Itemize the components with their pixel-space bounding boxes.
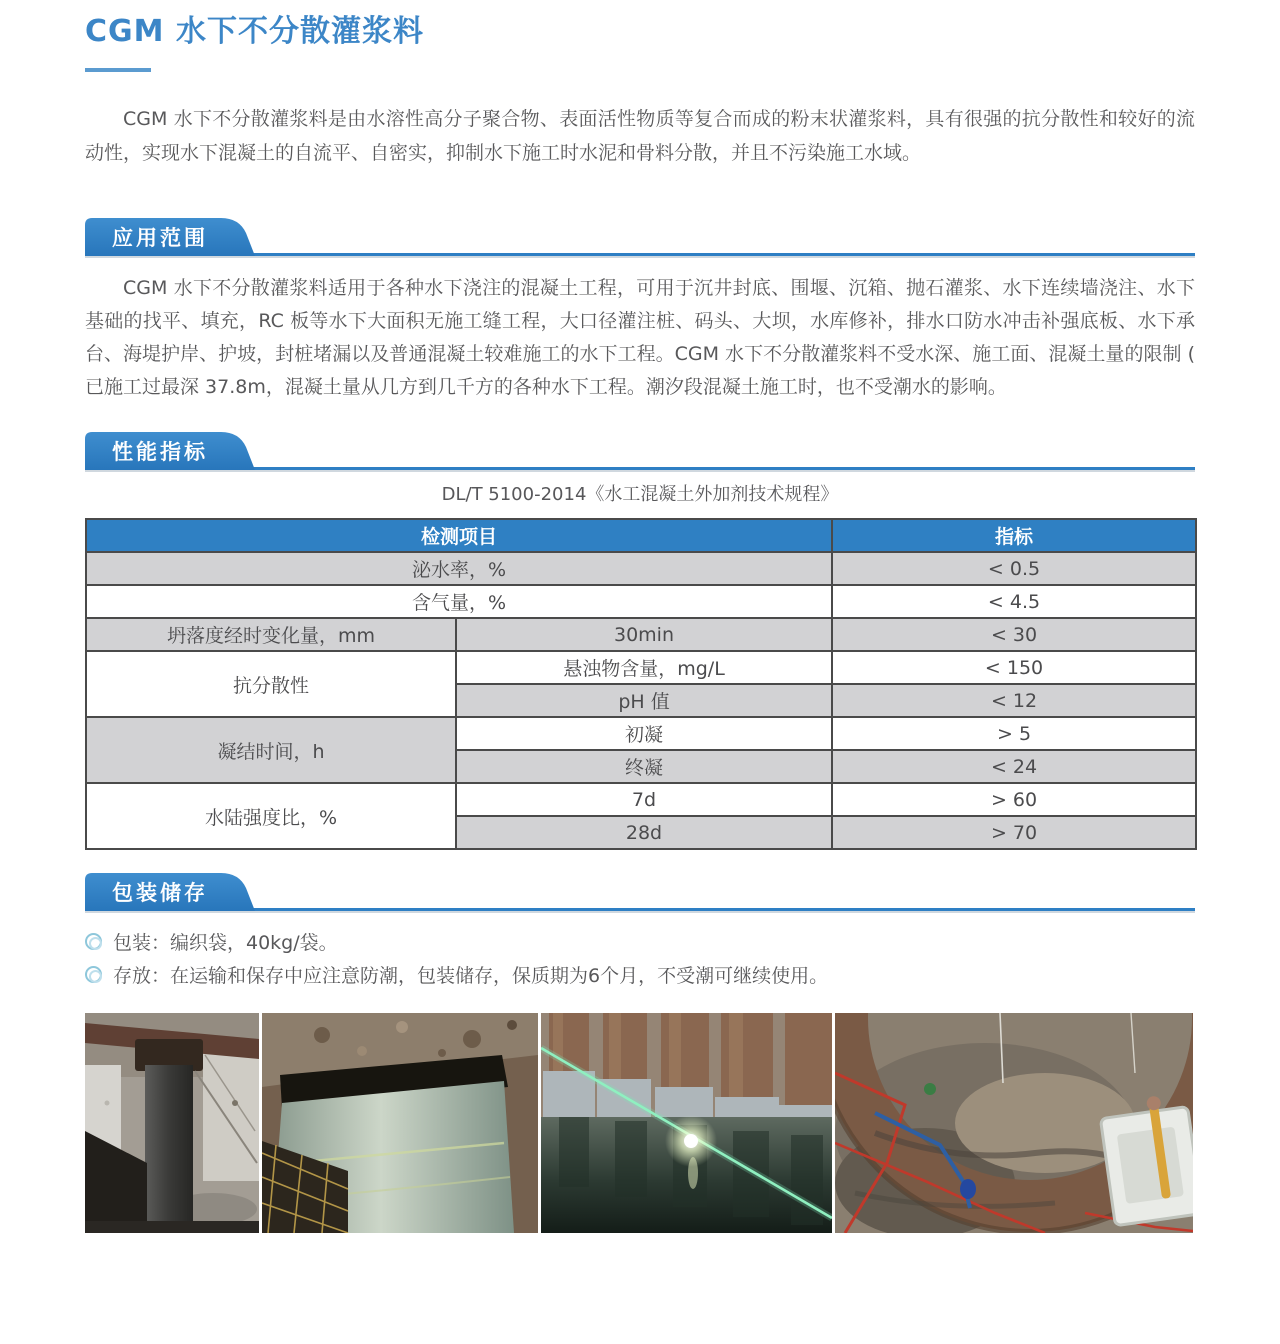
index-value-cell: < 0.5 xyxy=(832,552,1196,585)
section-title-packaging: 包装储存 xyxy=(112,881,208,905)
index-value-cell: < 12 xyxy=(832,684,1196,717)
test-item-cell: 水陆强度比，% xyxy=(86,783,456,849)
sub-item-cell: 28d xyxy=(456,816,832,849)
title-underline xyxy=(85,68,151,72)
index-value-cell: < 150 xyxy=(832,651,1196,684)
photo-pile-jacket-closeup xyxy=(262,1013,538,1233)
table-row xyxy=(86,552,1196,585)
index-value-cell: < 4.5 xyxy=(832,585,1196,618)
table-row xyxy=(86,783,1196,816)
table-row xyxy=(86,717,1196,750)
sub-item-cell: 7d xyxy=(456,783,832,816)
section-tab-application xyxy=(85,218,263,256)
sub-item-cell: pH 值 xyxy=(456,684,832,717)
sub-item-cell: 30min xyxy=(456,618,832,651)
index-value-cell: > 60 xyxy=(832,783,1196,816)
test-item-cell: 凝结时间，h xyxy=(86,717,456,783)
test-item-cell: 泌水率，% xyxy=(86,552,832,585)
photo-bridge-piers-night-laser xyxy=(541,1013,832,1233)
standard-reference: DL/T 5100-2014《水工混凝土外加剂技术规程》 xyxy=(441,484,839,505)
table-row xyxy=(86,618,1196,651)
double-ring-bullet-icon xyxy=(85,966,102,983)
section-title-performance: 性能指标 xyxy=(112,440,208,464)
index-value-cell: > 70 xyxy=(832,816,1196,849)
index-value-cell: < 24 xyxy=(832,750,1196,783)
double-ring-bullet-icon xyxy=(85,933,102,950)
bullet-storage xyxy=(85,958,1195,991)
section-tab-performance xyxy=(85,432,263,470)
sub-item-cell: 初凝 xyxy=(456,717,832,750)
product-datasheet-page xyxy=(85,0,1195,1233)
section-tab-packaging xyxy=(85,873,263,911)
sub-item-cell: 终凝 xyxy=(456,750,832,783)
test-item-cell: 含气量，% xyxy=(86,585,832,618)
section-header-packaging xyxy=(85,873,1195,911)
page-title: CGM 水下不分散灌浆料 xyxy=(85,14,424,49)
section-header-application xyxy=(85,218,1195,256)
index-value-cell: > 5 xyxy=(832,717,1196,750)
table-row xyxy=(86,585,1196,618)
section-title-application: 应用范围 xyxy=(112,226,208,250)
performance-table xyxy=(85,518,1197,850)
sub-item-cell: 悬浊物含量，mg/L xyxy=(456,651,832,684)
intro-paragraph: CGM 水下不分散灌浆料是由水溶性高分子聚合物、表面活性物质等复合而成的粉末状灌浆料，具有很强的抗分散性和较好的流动性，实现水下混凝土的自流平、自密实，抑制水下施工时水泥和骨料分散，并且不污染施工水域。 xyxy=(85,108,1195,164)
table-row xyxy=(86,651,1196,684)
test-item-cell: 坍落度经时变化量，mm xyxy=(86,618,456,651)
test-item-cell: 抗分散性 xyxy=(86,651,456,717)
photo-pier-column-grouting xyxy=(85,1013,259,1233)
section-header-performance xyxy=(85,432,1195,470)
packaging-bullet-list xyxy=(85,925,1195,991)
bullet-text: 存放：在运输和保存中应注意防潮，包装储存，保质期为6个月，不受潮可继续使用。 xyxy=(113,965,829,987)
application-paragraph: CGM 水下不分散灌浆料适用于各种水下浇注的混凝土工程，可用于沉井封底、围堰、沉箱、抛石灌浆、水下连续墙浇注、水下基础的找平、填充，RC 板等水下大面积无施工缝工程，大口径灌注桩、码头、大坝，水库修补，排水口防水冲击补强底板、水下承台、海堤护岸、护坡，封桩堵漏以及普通混凝土较难施工的水下工程。CGM 水下不分散灌浆料不受水深、施工面、混凝土量的限制 ( 已施工过最深 37.8m，混凝土量从几方到几千方的各种水下工程。潮汐段混凝土施工时，也不受潮水的影响。 xyxy=(85,277,1195,398)
photo-caisson-cofferdam-topview xyxy=(835,1013,1193,1233)
index-value-cell: < 30 xyxy=(832,618,1196,651)
photo-gallery xyxy=(85,1013,1195,1233)
table-header-index: 指标 xyxy=(832,519,1196,552)
bullet-text: 包装：编织袋，40kg/袋。 xyxy=(113,932,338,954)
table-header-item: 检测项目 xyxy=(86,519,832,552)
bullet-packaging xyxy=(85,925,1195,958)
table-header-row xyxy=(86,519,1196,552)
